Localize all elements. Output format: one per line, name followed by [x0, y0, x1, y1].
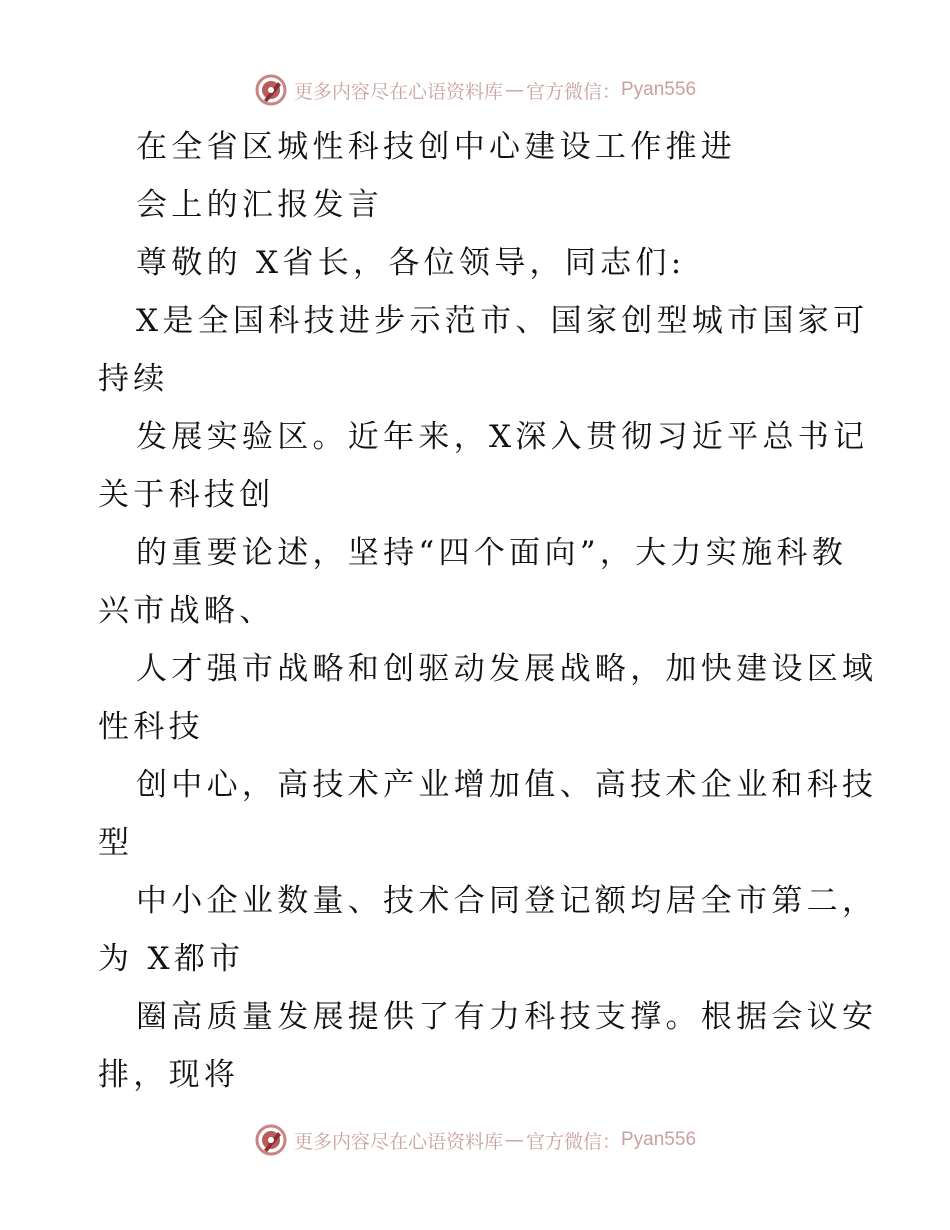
document-line: 持续 [98, 361, 169, 397]
header-watermark [0, 70, 950, 110]
document-line: 发展实验区。近年来，X深入贯彻习近平总书记 [136, 419, 869, 455]
document-line: 会上的汇报发言 [136, 187, 384, 223]
document-line: 创中心，高技术产业增加值、高技术企业和科技 [136, 767, 878, 803]
pen-circle-icon [254, 73, 288, 107]
watermark-label: 官方微信： [525, 1130, 621, 1153]
watermark-handle: Pyan556 [621, 1129, 697, 1150]
watermark-text: 更多内容尽在心语资料库 [293, 1130, 503, 1153]
footer-watermark [0, 1120, 950, 1160]
watermark-separator: — [504, 79, 524, 101]
document-line: 中小企业数量、技术合同登记额均居全市第二， [136, 883, 878, 919]
document-line: 的重要论述，坚持“四个面向”，大力实施科教 [136, 535, 847, 571]
document-line: 为 X都市 [98, 941, 245, 977]
document-line: 人才强市战略和创驱动发展战略，加快建设区域 [136, 651, 878, 687]
pen-circle-icon [254, 1123, 288, 1157]
watermark-label: 官方微信： [525, 80, 621, 103]
watermark-separator: — [504, 1129, 524, 1151]
document-body [98, 118, 878, 1104]
document-line: 排，现将 [98, 1057, 240, 1093]
document-line: 圈高质量发展提供了有力科技支撑。根据会议安 [136, 999, 878, 1035]
document-line: X是全国科技进步示范市、国家创型城市国家可 [136, 303, 869, 339]
document-line: 在全省区城性科技创中心建设工作推进 [136, 129, 737, 165]
document-line: 关于科技创 [98, 477, 275, 513]
document-line: 尊敬的 X省长，各位领导，同志们: [136, 245, 686, 281]
document-line: 兴市战略、 [98, 593, 275, 629]
watermark-text: 更多内容尽在心语资料库 [293, 80, 503, 103]
document-line: 型 [98, 825, 134, 861]
watermark-handle: Pyan556 [621, 79, 697, 100]
document-line: 性科技 [98, 709, 204, 745]
